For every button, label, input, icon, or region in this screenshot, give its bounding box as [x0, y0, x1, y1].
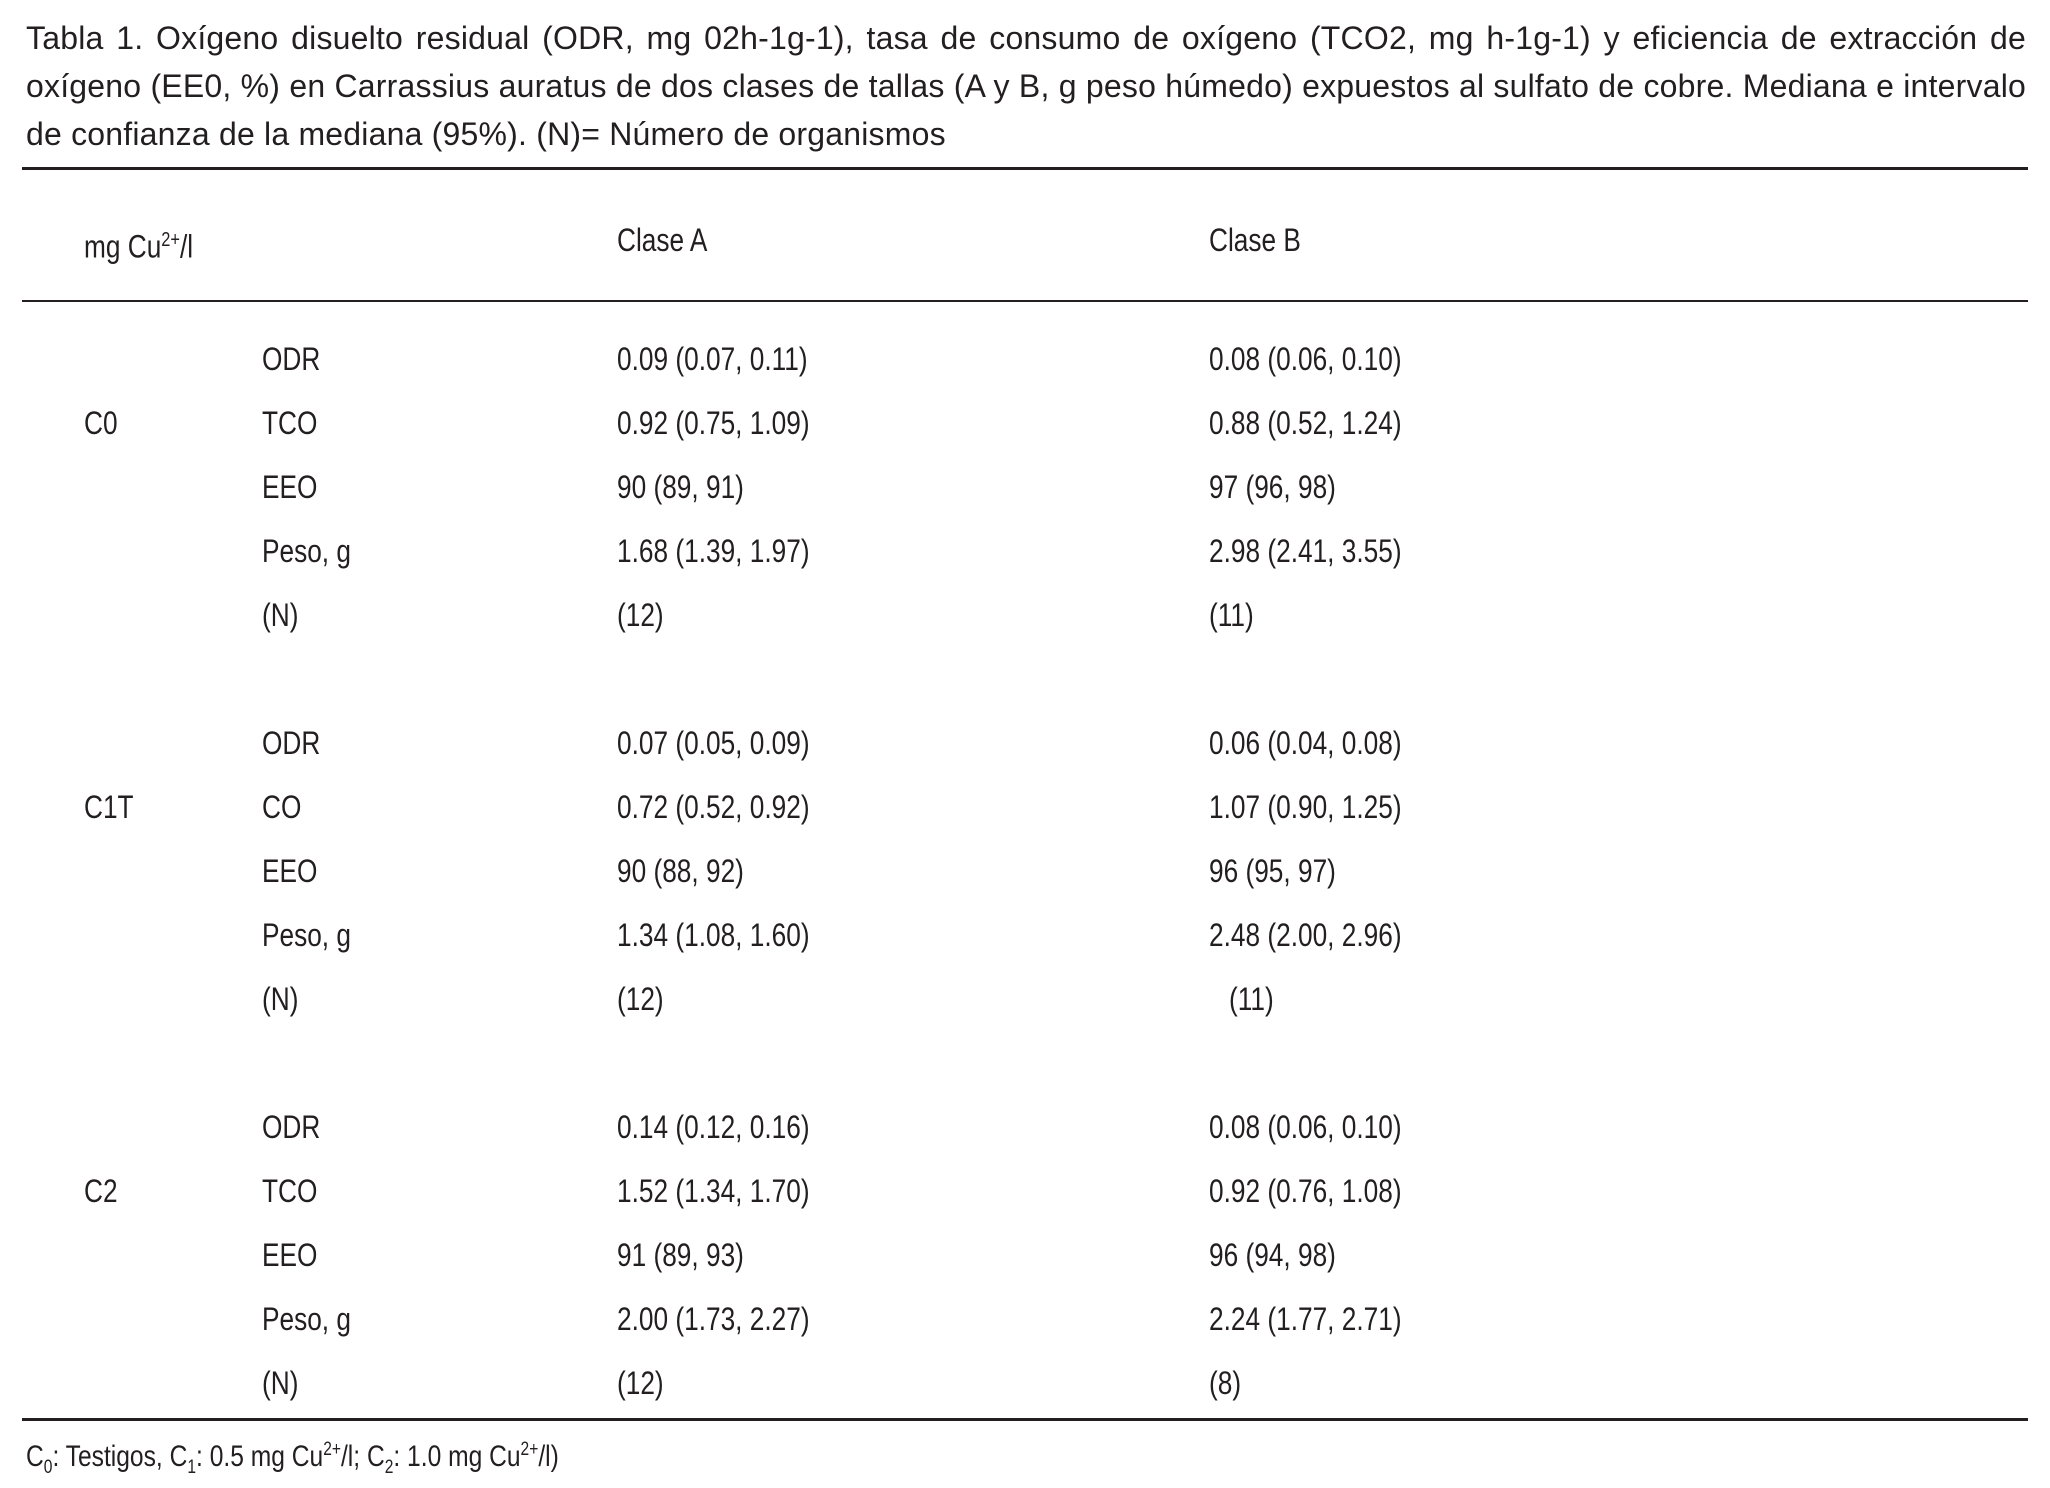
variable-label: ODR — [262, 725, 321, 761]
clase-a-value: 1.68 (1.39, 1.97) — [617, 533, 810, 569]
footnote-c0-text: : Testigos, — [52, 1440, 170, 1473]
clase-b-value: 0.06 (0.04, 0.08) — [1209, 725, 1402, 761]
group-label: C0 — [84, 405, 118, 441]
clase-b-value: (11) — [1209, 597, 1254, 633]
header-concentration-sup: 2+ — [161, 229, 180, 251]
variable-label: TCO — [262, 1173, 318, 1209]
clase-b-value: 96 (95, 97) — [1209, 853, 1336, 889]
clase-a-value: 0.07 (0.05, 0.09) — [617, 725, 810, 761]
variable-label: TCO — [262, 405, 318, 441]
variable-label: Peso, g — [262, 533, 351, 569]
header-clase-b: Clase B — [1209, 222, 1301, 258]
clase-a-value: 0.14 (0.12, 0.16) — [617, 1109, 810, 1145]
variable-label: ODR — [262, 341, 321, 377]
clase-a-value: 1.34 (1.08, 1.60) — [617, 917, 810, 953]
group-label: C2 — [84, 1173, 118, 1209]
header-concentration-base: mg Cu — [84, 228, 162, 265]
bottom-rule — [22, 1418, 2028, 1421]
clase-a-value: 90 (89, 91) — [617, 469, 744, 505]
clase-a-value: (12) — [617, 981, 664, 1017]
clase-b-value: 0.92 (0.76, 1.08) — [1209, 1173, 1402, 1209]
header-clase-a: Clase A — [617, 222, 708, 258]
variable-label: Peso, g — [262, 1301, 351, 1337]
footnote-c0: C — [26, 1440, 44, 1473]
variable-label: (N) — [262, 1365, 299, 1401]
table-caption: Tabla 1. Oxígeno disuelto residual (ODR, mg 02h-1g-1), tasa de consumo de oxígeno (TCO2, mg h-1g-1) y eficiencia de extracción de oxígeno (EE0, %) en Carrassius auratus de dos clases de tallas (A y B, g peso húmedo) expuestos al sulfato de cobre. Mediana e intervalo de confianza de la mediana (95%). (N)= Número de organismos — [26, 20, 2026, 152]
header-concentration — [84, 220, 193, 267]
variable-label: ODR — [262, 1109, 321, 1145]
footnote-c1-tail: /l; — [340, 1440, 367, 1473]
footnote-c2-text: : 1.0 mg Cu — [393, 1440, 521, 1473]
clase-a-value: 2.00 (1.73, 2.27) — [617, 1301, 810, 1337]
footnote-c1-sup: 2+ — [323, 1439, 341, 1460]
clase-b-value: 97 (96, 98) — [1209, 469, 1336, 505]
clase-b-value: 1.07 (0.90, 1.25) — [1209, 789, 1402, 825]
clase-b-value: 2.24 (1.77, 2.71) — [1209, 1301, 1402, 1337]
clase-b-value: (8) — [1209, 1365, 1242, 1401]
footnote-c2-tail: /l) — [538, 1440, 559, 1473]
clase-a-value: 0.92 (0.75, 1.09) — [617, 405, 810, 441]
clase-b-value: 2.48 (2.00, 2.96) — [1209, 917, 1402, 953]
variable-label: CO — [262, 789, 302, 825]
clase-b-value: 2.98 (2.41, 3.55) — [1209, 533, 1402, 569]
variable-label: EEO — [262, 1237, 318, 1273]
footnote-c2-sub: 2 — [384, 1457, 394, 1478]
top-rule — [22, 167, 2028, 170]
clase-a-value: 0.72 (0.52, 0.92) — [617, 789, 810, 825]
group-label: C1T — [84, 789, 134, 825]
clase-b-value: 0.88 (0.52, 1.24) — [1209, 405, 1402, 441]
header-concentration-tail: /l — [179, 228, 194, 265]
table-footnote — [26, 1430, 559, 1488]
clase-a-value: 91 (89, 93) — [617, 1237, 744, 1273]
clase-b-value: 96 (94, 98) — [1209, 1237, 1336, 1273]
variable-label: (N) — [262, 597, 299, 633]
footnote-c1-text: : 0.5 mg Cu — [196, 1440, 324, 1473]
variable-label: (N) — [262, 981, 299, 1017]
clase-b-value: (11) — [1229, 981, 1274, 1017]
clase-a-value: 0.09 (0.07, 0.11) — [617, 341, 808, 377]
footnote-c2-sup: 2+ — [520, 1439, 539, 1460]
clase-a-value: (12) — [617, 1365, 664, 1401]
variable-label: EEO — [262, 469, 318, 505]
header-rule — [22, 300, 2028, 302]
clase-b-value: 0.08 (0.06, 0.10) — [1209, 341, 1402, 377]
clase-a-value: 1.52 (1.34, 1.70) — [617, 1173, 810, 1209]
footnote-c0-sub: 0 — [43, 1457, 53, 1478]
clase-b-value: 0.08 (0.06, 0.10) — [1209, 1109, 1402, 1145]
variable-label: EEO — [262, 853, 318, 889]
footnote-c2: C — [366, 1440, 385, 1473]
footnote-c1-sub: 1 — [187, 1457, 197, 1478]
clase-a-value: (12) — [617, 597, 664, 633]
variable-label: Peso, g — [262, 917, 351, 953]
clase-a-value: 90 (88, 92) — [617, 853, 744, 889]
footnote-c1: C — [169, 1440, 188, 1473]
